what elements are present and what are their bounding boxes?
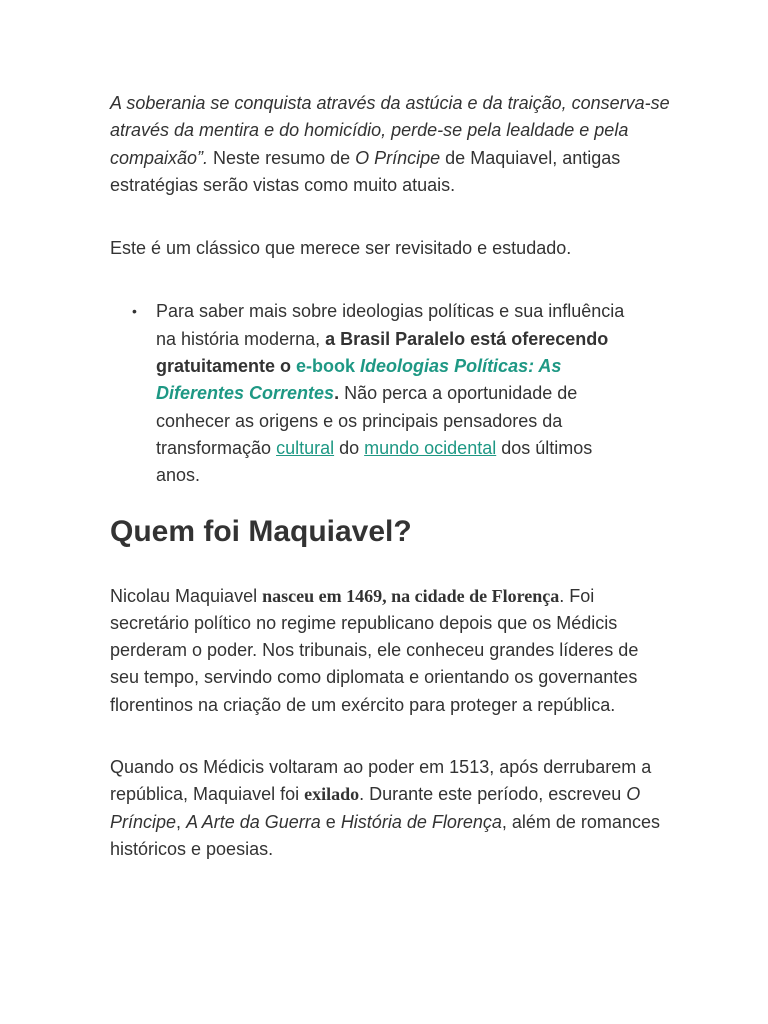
intro-quote: A soberania se conquista através da astúcia e da traição, conserva-se através da mentira e do homicídio, perde-se pela lealdade e pela compaixão”. <box>110 93 670 168</box>
promo-text-do: do <box>334 437 365 458</box>
exile-text-end: , além de romances históricos e poesias. <box>110 811 660 859</box>
exile-paragraph <box>110 754 670 863</box>
bio-text: . Foi secretário político no regime republicano depois que os Médicis perderam o poder. Nos tribunais, ele conheceu grandes líderes de seu tempo, servindo como diplomata e orientando os governantes florentinos na criação de um exército para proteger a república. <box>110 585 639 715</box>
promo-bold-offer: a Brasil Paralelo está oferecendo gratuitamente o <box>156 328 609 377</box>
ebook-title: Ideologias Políticas: As Diferentes Correntes <box>156 356 562 404</box>
intro-text-after-title: de Maquiavel, antigas estratégias serão vistas como muito atuais. <box>110 147 621 195</box>
exile-text-mid: . Durante este período, escreveu <box>359 784 627 805</box>
intro-paragraph <box>110 90 670 199</box>
promo-list-item <box>156 298 626 489</box>
bio-paragraph <box>110 583 670 719</box>
classic-paragraph: Este é um clássico que merece ser revisitado e estudado. <box>110 238 572 259</box>
promo-text-end: dos últimos anos. <box>156 437 593 486</box>
promo-text-start: Para saber mais sobre ideologias políticas e sua influência na história moderna, <box>156 301 625 349</box>
mundo-ocidental-link[interactable]: mundo ocidental <box>364 437 497 458</box>
exile-text-start: Quando os Médicis voltaram ao poder em 1513, após derrubarem a república, Maquiavel foi <box>110 757 652 805</box>
exile-sep1: , <box>176 811 187 832</box>
exile-word: exilado <box>304 784 360 805</box>
promo-text-mid: Não perca a oportunidade de conhecer as origens e os principais pensadores da transformação <box>156 383 578 458</box>
cultural-link[interactable]: cultural <box>276 437 335 458</box>
bio-birth: nasceu em 1469, na cidade de Florença <box>262 585 560 606</box>
work-historia-de-florenca: História de Florença <box>340 811 502 832</box>
exile-sep2: e <box>320 811 341 832</box>
work-arte-da-guerra: A Arte da Guerra <box>186 811 321 832</box>
work-o-principe: O Príncipe <box>110 784 641 832</box>
promo-period: . <box>334 383 340 404</box>
ebook-label: e-book <box>296 356 361 377</box>
intro-text-before-title: Neste resumo de <box>208 147 356 168</box>
article-body <box>110 90 670 863</box>
section-heading: Quem foi Maquiavel? <box>110 514 412 548</box>
intro-book-title: O Príncipe <box>355 147 441 168</box>
promo-list <box>110 298 670 489</box>
bio-name: Nicolau Maquiavel <box>110 585 263 606</box>
